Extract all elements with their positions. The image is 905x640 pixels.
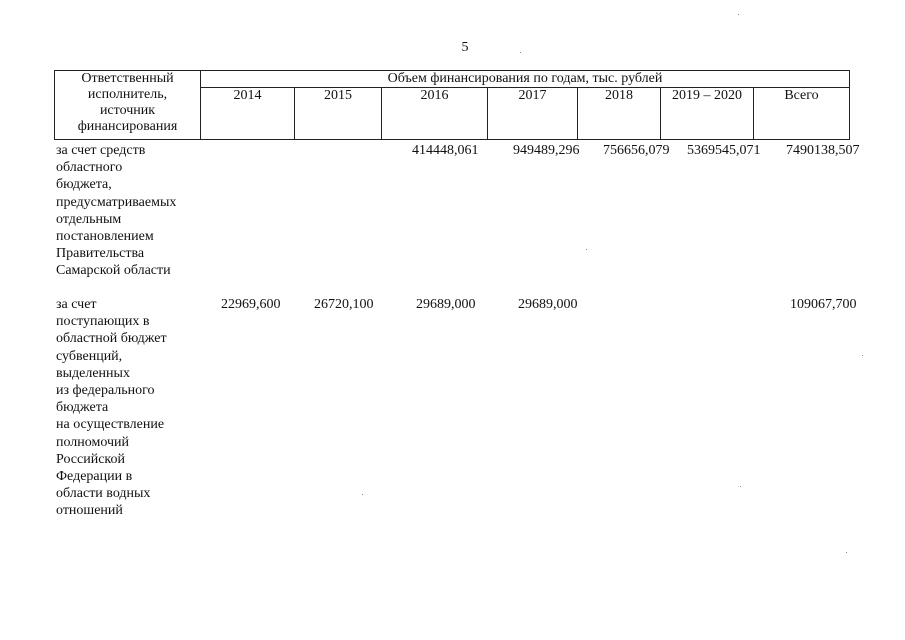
source-label-line: бюджета — [56, 400, 109, 416]
value-total: 7490138,507 — [786, 143, 860, 158]
executor-source-header — [55, 71, 201, 140]
source-label-line: на осуществление — [56, 417, 165, 433]
scan-speck — [520, 52, 521, 53]
source-label-line: Российской — [56, 451, 125, 467]
value-2014: 22969,600 — [221, 297, 281, 312]
scan-speck — [362, 494, 363, 495]
source-label-line: постановлением — [56, 229, 154, 245]
scan-speck — [862, 355, 863, 356]
source-label-line: бюджета, — [56, 177, 112, 193]
value-2017: 949489,296 — [513, 143, 580, 158]
value-2015: 26720,100 — [314, 297, 374, 312]
source-label-line: полномочий — [56, 434, 130, 450]
year-header-2014: 2014 — [201, 88, 295, 140]
source-label-line: выделенных — [56, 365, 130, 381]
source-label-line: за счет средств — [56, 143, 146, 158]
scan-speck — [586, 249, 587, 250]
funding-table-header — [54, 70, 850, 140]
source-label-line: за счет — [56, 297, 97, 312]
year-header-2015: 2015 — [295, 88, 382, 140]
value-2018: 756656,079 — [603, 143, 670, 158]
source-label-line: Федерации в — [56, 469, 133, 485]
funding-group-header: Объем финансирования по годам, тыс. рублей — [201, 71, 850, 88]
scan-speck — [846, 552, 847, 553]
source-label-line: Самарской области — [56, 263, 171, 279]
source-label-line: областной бюджет — [56, 331, 167, 347]
value-2017: 29689,000 — [518, 297, 578, 312]
source-label-line: из федерального — [56, 383, 155, 399]
source-label-line: предусматриваемых — [56, 194, 177, 210]
source-label — [56, 142, 201, 280]
scan-speck — [740, 486, 741, 487]
source-label-line: субвенций, — [56, 348, 123, 364]
source-label-line: поступающих в — [56, 314, 150, 330]
scan-speck — [738, 14, 739, 15]
header-label-line: Ответственный — [81, 71, 174, 86]
source-label-line: областного — [56, 160, 123, 176]
header-label-line: исполнитель, — [87, 87, 168, 102]
source-label-line: отношений — [56, 503, 123, 519]
value-2016: 29689,000 — [416, 297, 476, 312]
value-2016: 414448,061 — [412, 143, 479, 158]
source-label — [56, 296, 201, 520]
value-total: 109067,700 — [790, 297, 857, 312]
header-label-line: финансирования — [77, 119, 178, 134]
source-label-line: Правительства — [56, 246, 145, 262]
page-number: 5 — [461, 40, 469, 55]
header-label-line: источник — [99, 103, 156, 118]
source-label-line: области водных — [56, 486, 151, 502]
year-header-2018: 2018 — [578, 88, 661, 140]
source-label-line: отдельным — [56, 211, 122, 227]
table-row-federal-subventions — [56, 296, 876, 520]
value-2019-2020: 5369545,071 — [687, 143, 761, 158]
total-header: Всего — [754, 88, 850, 140]
year-header-2019-2020: 2019 – 2020 — [661, 88, 754, 140]
year-header-2017: 2017 — [488, 88, 578, 140]
year-header-2016: 2016 — [382, 88, 488, 140]
table-row-regional-budget — [56, 142, 876, 282]
